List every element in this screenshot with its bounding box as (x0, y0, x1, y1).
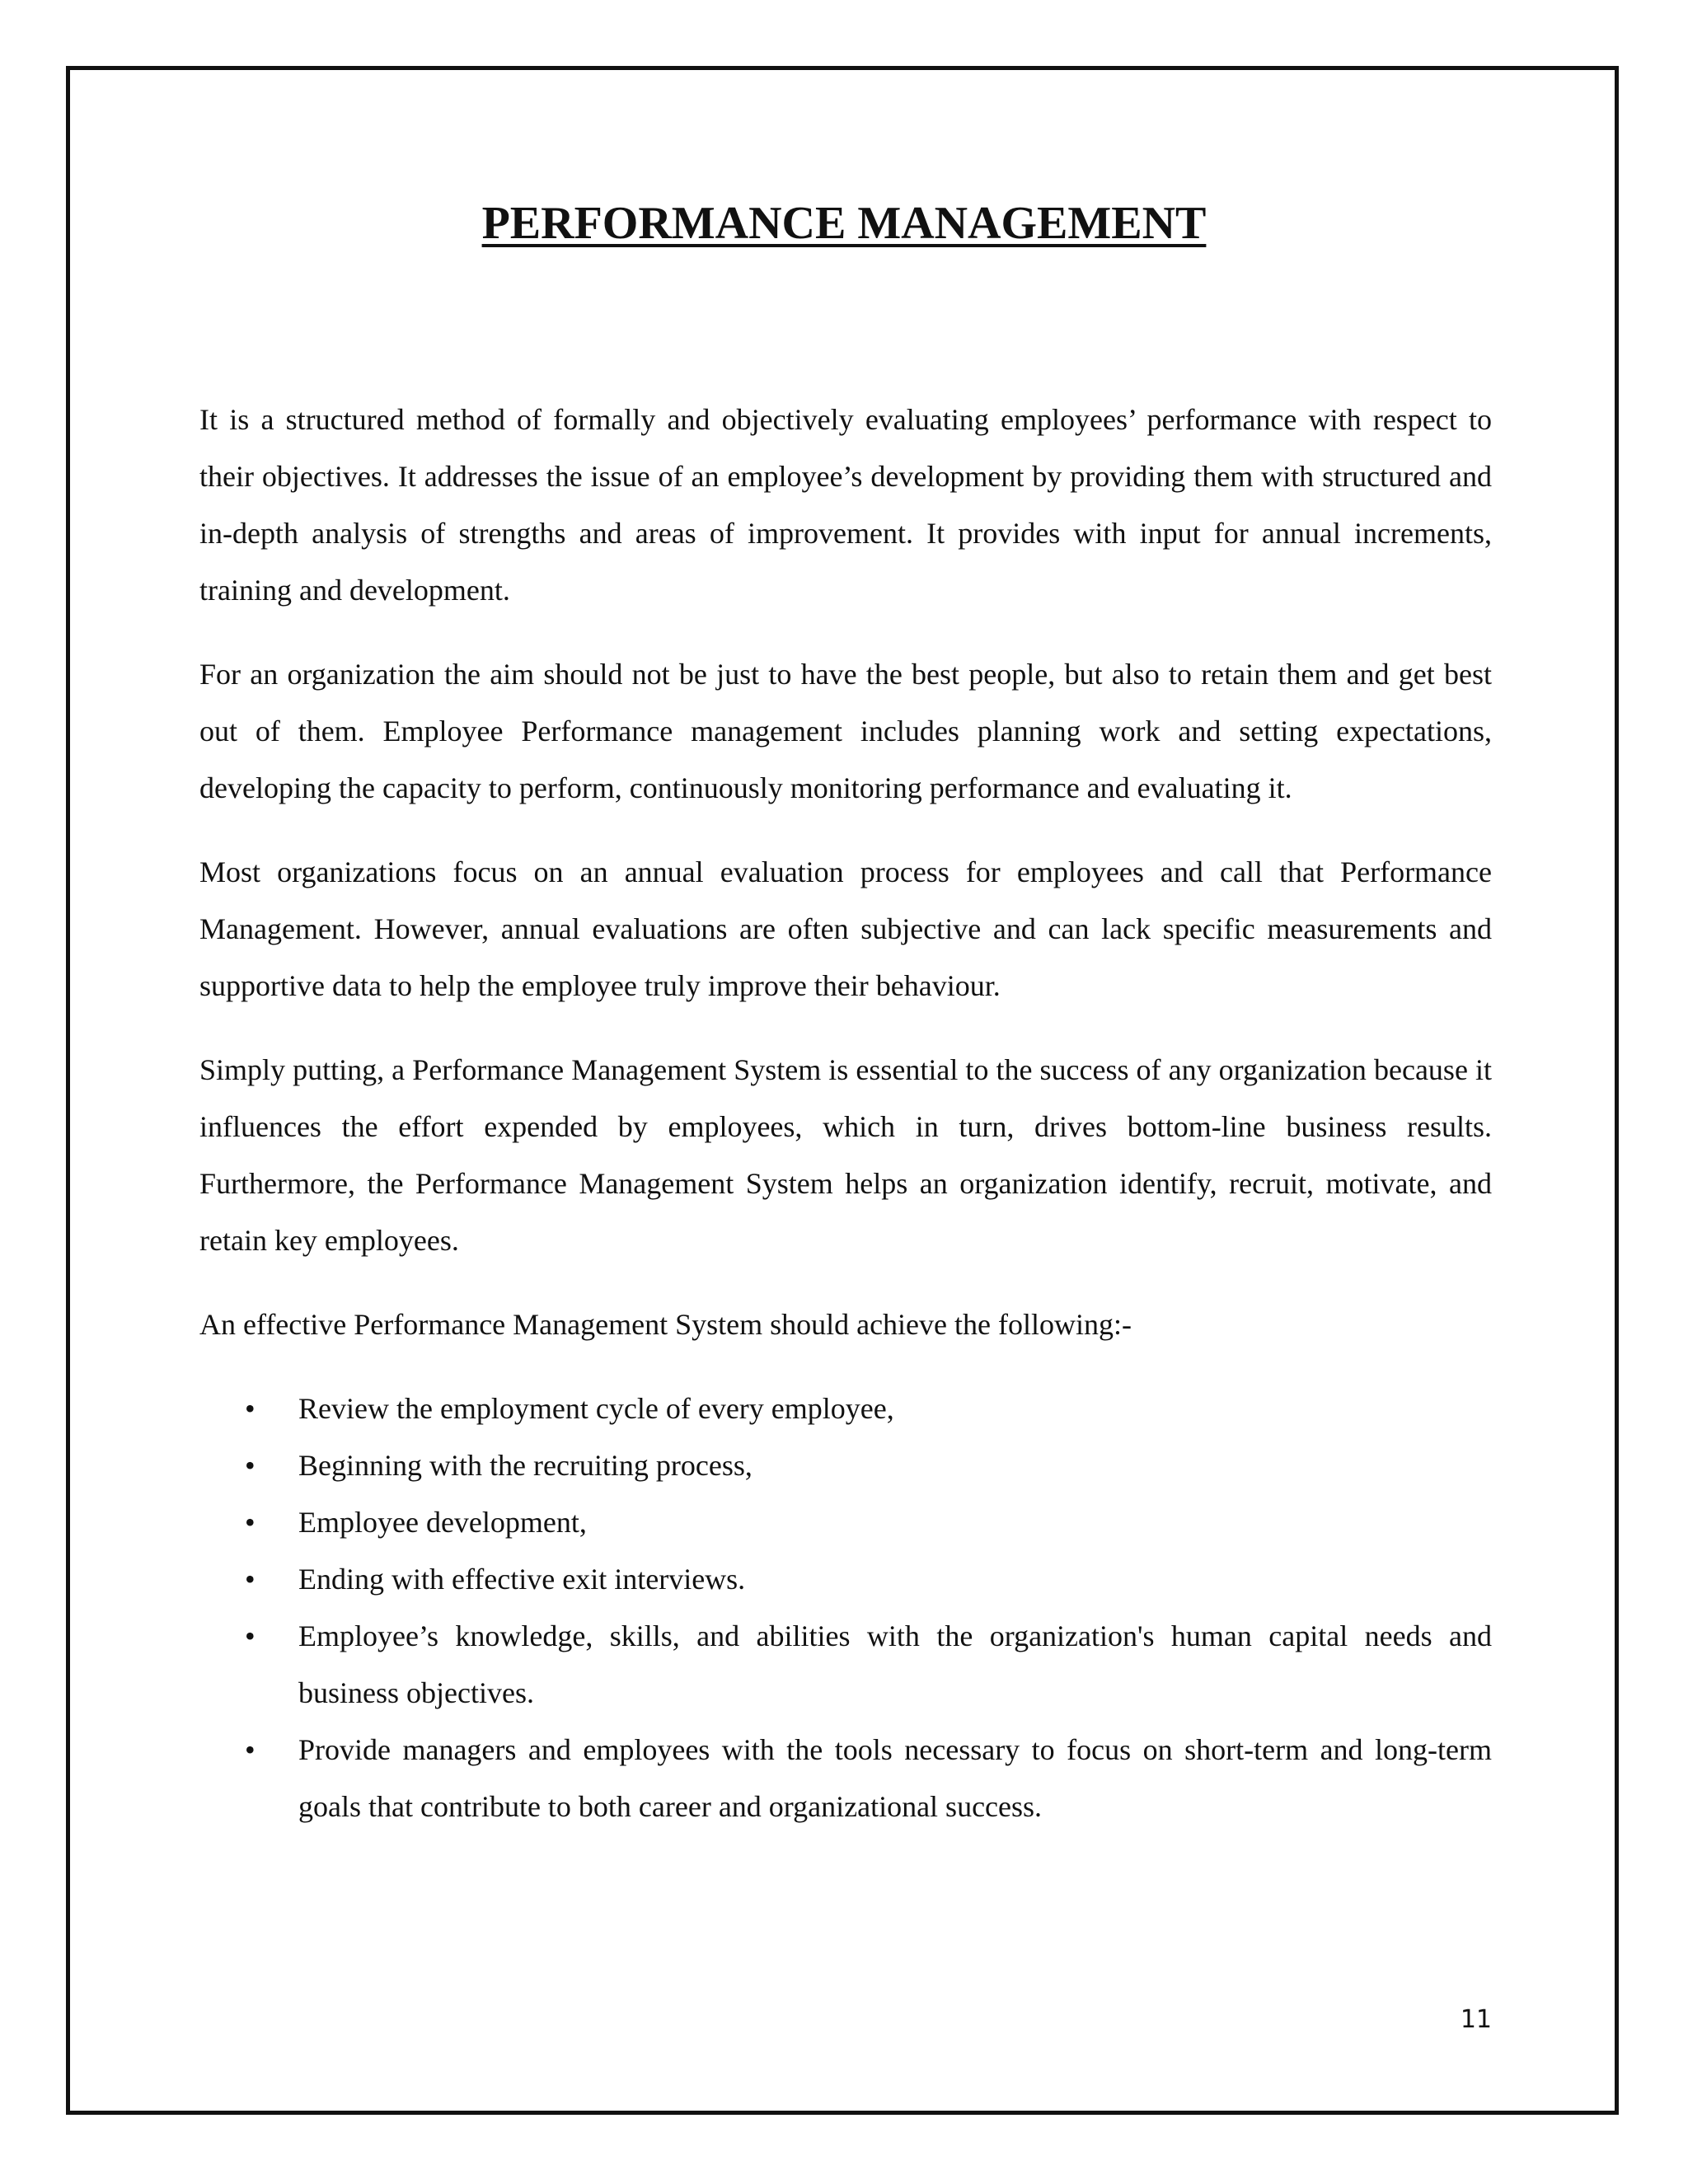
paragraph-list-intro: An effective Performance Management System should achieve the following:- (199, 1308, 1132, 1341)
page-number: 11 (1460, 2005, 1492, 2034)
list-item (199, 1437, 1492, 1494)
bullet-icon: • (245, 1506, 256, 1539)
page-title-text: PERFORMANCE MANAGEMENT (481, 198, 1207, 249)
list-item (199, 1494, 1492, 1551)
document-body (199, 391, 1492, 1835)
paragraph-annual-evaluation: Most organizations focus on an annual evaluation process for employees and call that Performance Management. However, annual evaluations are often subjective and can lack specific measurements and supportive data to help the employee truly improve their behaviour. (199, 855, 1492, 1002)
objectives-list (199, 1380, 1492, 1835)
list-item (199, 1551, 1492, 1608)
bullet-icon: • (245, 1392, 256, 1425)
page-title (0, 196, 1688, 251)
list-item-text: Ending with effective exit interviews. (298, 1563, 746, 1596)
bullet-icon: • (245, 1619, 256, 1652)
bullet-icon: • (245, 1733, 256, 1766)
list-item (199, 1380, 1492, 1437)
list-item-text: Beginning with the recruiting process, (298, 1449, 753, 1482)
list-item (199, 1608, 1492, 1722)
paragraph-organization-aim: For an organization the aim should not be just to have the best people, but also to retain them and get best out of them. Employee Performance management includes planning work and setting expectations, developing the capacity to perform, continuously monitoring performance and evaluating it. (199, 658, 1492, 804)
list-item-text: Employee’s knowledge, skills, and abilities with the organization's human capital needs and business objectives. (298, 1619, 1492, 1709)
list-item-text: Review the employment cycle of every employee, (298, 1392, 894, 1425)
list-item (199, 1722, 1492, 1835)
bullet-icon: • (245, 1563, 256, 1596)
paragraph-definition: It is a structured method of formally and objectively evaluating employees’ performance with respect to their objectives. It addresses the issue of an employee’s development by providing them with structured and in-depth analysis of strengths and areas of improvement. It provides with input for annual increments, training and development. (199, 403, 1492, 607)
paragraph-system-importance: Simply putting, a Performance Management System is essential to the success of any organization because it influences the effort expended by employees, which in turn, drives bottom-line business results. Furthermore, the Performance Management System helps an organization identify, recruit, motivate, and retain key employees. (199, 1053, 1492, 1257)
list-item-text: Employee development, (298, 1506, 587, 1539)
list-item-text: Provide managers and employees with the tools necessary to focus on short-term and long-term goals that contribute to both career and organizational success. (298, 1733, 1492, 1823)
bullet-icon: • (245, 1449, 256, 1482)
